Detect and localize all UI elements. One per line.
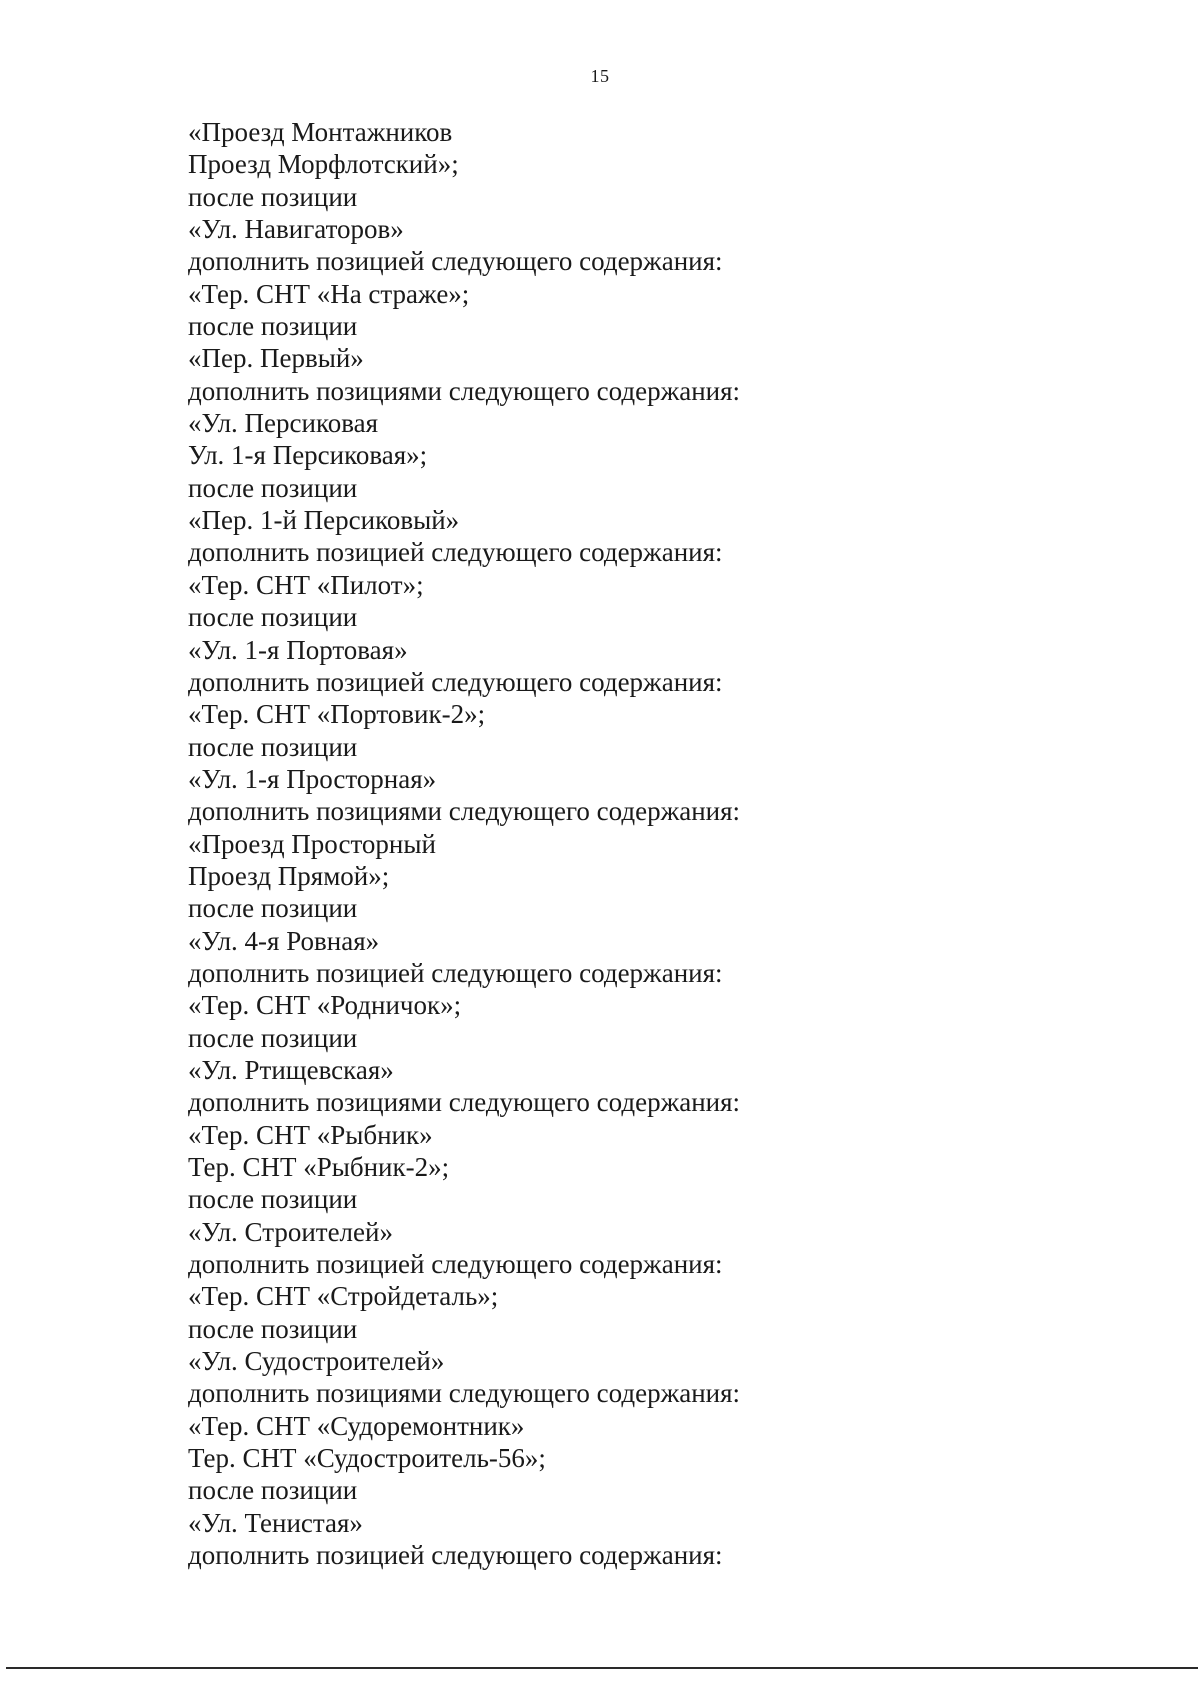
- text-line: «Ул. Строителей»: [188, 1216, 393, 1247]
- text-line: дополнить позицией следующего содержания:: [188, 957, 723, 988]
- text-line: дополнить позицией следующего содержания:: [188, 1540, 723, 1571]
- text-line: после позиции: [188, 893, 358, 924]
- text-line: «Тер. СНТ «Стройдеталь»;: [188, 1281, 499, 1312]
- text-line: «Тер. СНТ «На страже»;: [188, 278, 470, 309]
- text-line: «Тер. СНТ «Пилот»;: [188, 569, 424, 600]
- text-line: «Ул. Тенистая»: [188, 1507, 363, 1538]
- page-number: 15: [590, 66, 610, 86]
- text-line: «Ул. 1-я Портовая»: [188, 634, 408, 665]
- text-line: «Тер. СНТ «Рыбник»: [188, 1119, 433, 1150]
- text-line: дополнить позициями следующего содержания:: [188, 1087, 741, 1118]
- text-line: Проезд Прямой»;: [188, 860, 390, 891]
- text-line: «Ул. Ртищевская»: [188, 1054, 394, 1085]
- text-line: Тер. СНТ «Рыбник-2»;: [188, 1152, 450, 1182]
- text-line: после позиции: [188, 731, 358, 762]
- text-line: после позиции: [188, 472, 358, 503]
- text-line: после позиции: [188, 1475, 358, 1506]
- text-line: «Ул. 4-я Ровная»: [188, 925, 380, 956]
- text-line: после позиции: [188, 602, 358, 633]
- text-line: «Тер. СНТ «Портовик-2»;: [188, 699, 486, 730]
- text-line: после позиции: [188, 181, 358, 212]
- text-line: дополнить позицией следующего содержания:: [188, 537, 723, 568]
- text-line: дополнить позицией следующего содержания:: [188, 1249, 723, 1280]
- text-line: дополнить позициями следующего содержания:: [188, 1378, 741, 1409]
- text-line: «Проезд Монтажников: [188, 117, 453, 147]
- text-line: дополнить позицией следующего содержания:: [188, 246, 723, 277]
- text-line: дополнить позицией следующего содержания:: [188, 666, 723, 697]
- text-line: дополнить позициями следующего содержания:: [188, 375, 741, 406]
- text-line: «Ул. Судостроителей»: [188, 1346, 445, 1377]
- text-line: «Пер. Первый»: [188, 343, 364, 374]
- document-body: [188, 116, 1088, 1571]
- text-line: после позиции: [188, 1313, 358, 1344]
- text-line: после позиции: [188, 1184, 358, 1215]
- text-line: Проезд Морфлотский»;: [188, 149, 459, 180]
- text-line: «Проезд Просторный: [188, 828, 436, 859]
- page-bottom-rule: [6, 1667, 1198, 1669]
- text-line: «Пер. 1-й Персиковый»: [188, 505, 460, 536]
- text-line: «Ул. Навигаторов»: [188, 214, 404, 245]
- text-line: Ул. 1-я Персиковая»;: [188, 440, 428, 471]
- text-line: после позиции: [188, 1022, 358, 1053]
- text-line: «Тер. СНТ «Родничок»;: [188, 990, 462, 1021]
- text-line: Тер. СНТ «Судостроитель-56»;: [188, 1443, 546, 1474]
- text-line: после позиции: [188, 311, 358, 342]
- text-line: дополнить позициями следующего содержания:: [188, 796, 741, 827]
- text-line: «Тер. СНТ «Судоремонтник»: [188, 1410, 525, 1441]
- text-line: «Ул. 1-я Просторная»: [188, 763, 437, 794]
- text-line: «Ул. Персиковая: [188, 408, 379, 439]
